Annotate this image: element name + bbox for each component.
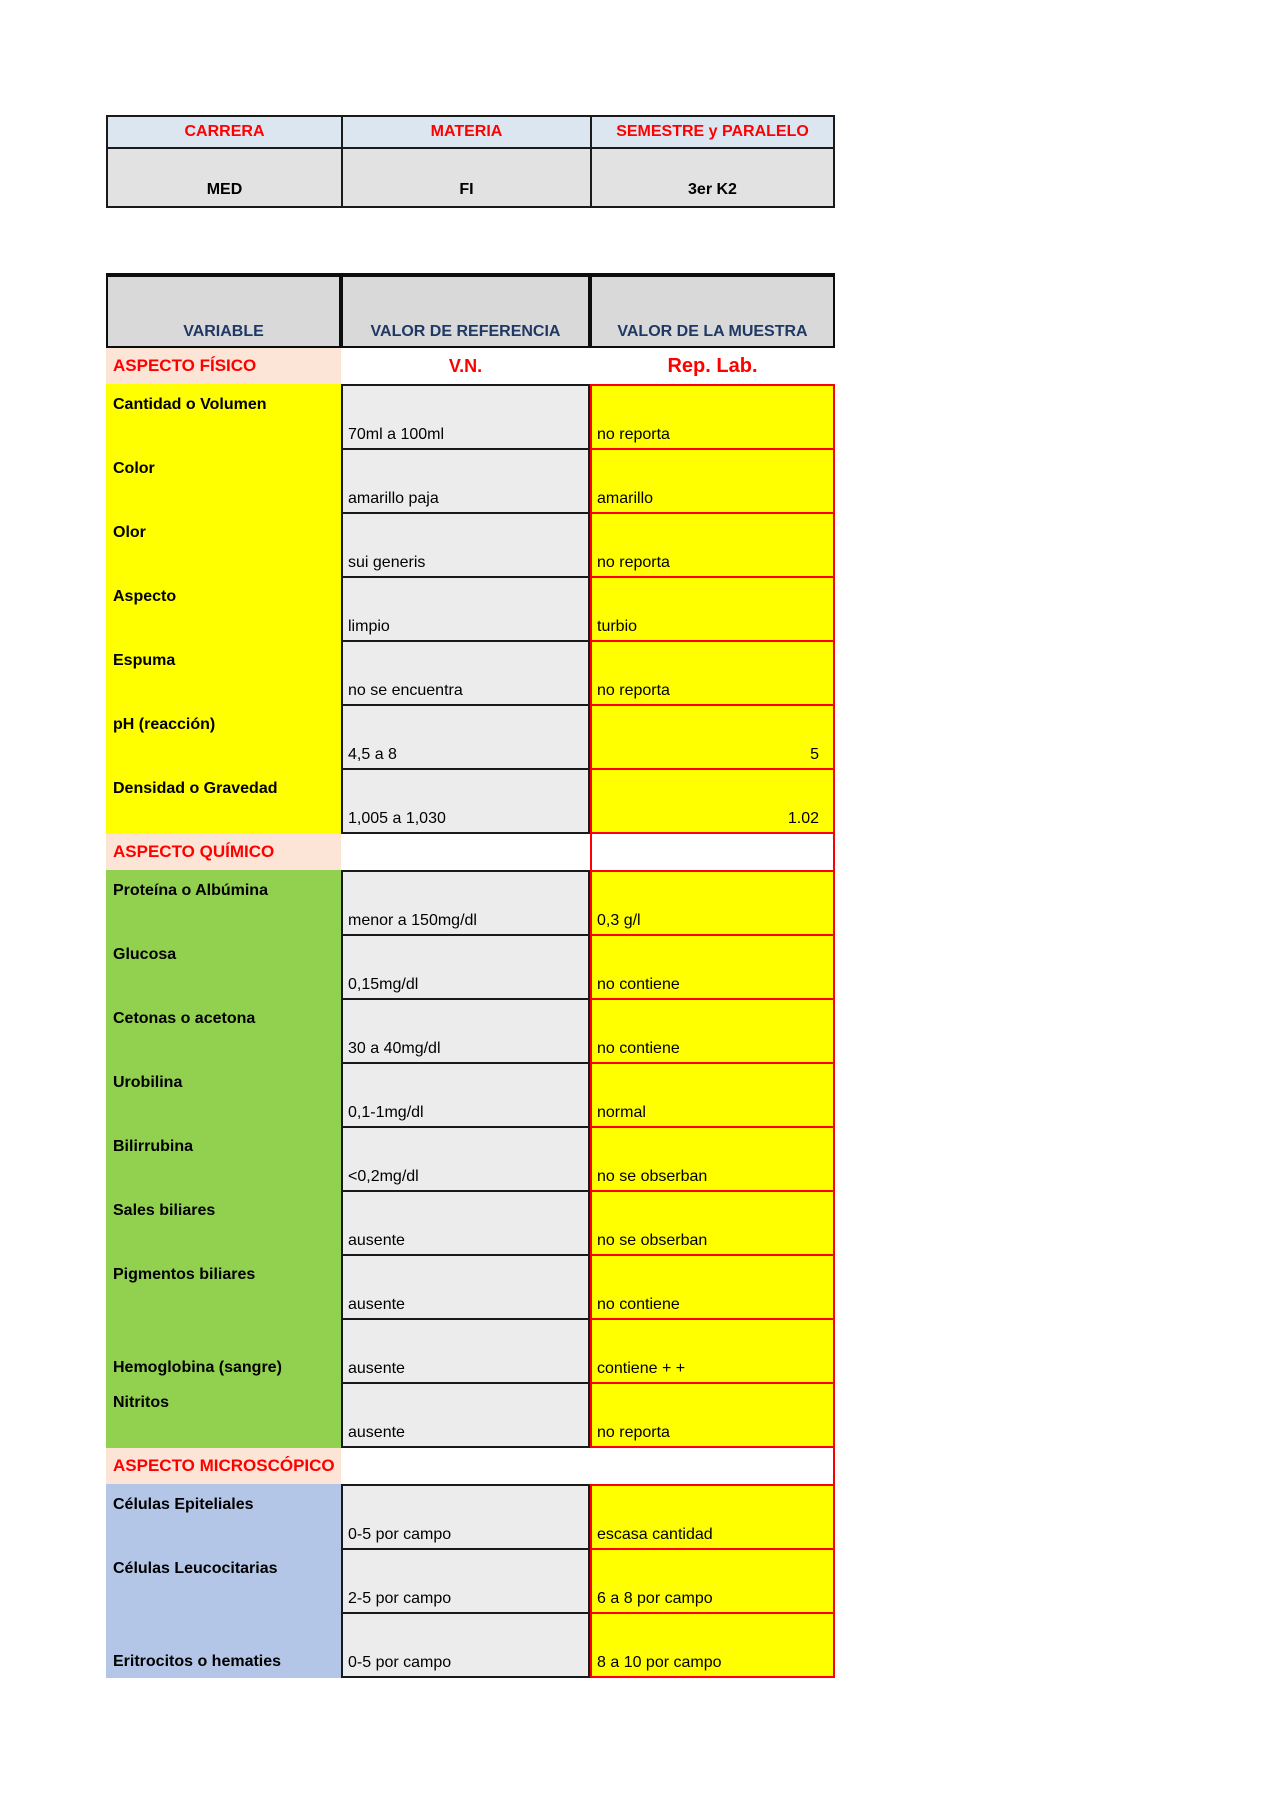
sample-value: no se obserban: [590, 1126, 835, 1192]
reference-value: 0,15mg/dl: [341, 934, 590, 1000]
reference-value: 0-5 por campo: [341, 1484, 590, 1550]
results-table: [106, 273, 835, 1678]
sample-value: 0,3 g/l: [590, 870, 835, 936]
section-ref-spacer: [341, 834, 590, 870]
row-bilirrubina: [106, 1126, 835, 1192]
info-value-materia: FI: [343, 149, 592, 206]
reference-value: no se encuentra: [341, 640, 590, 706]
sample-value: 6 a 8 por campo: [590, 1548, 835, 1614]
row-aspecto: [106, 576, 835, 642]
section-ref-header-vn: V.N.: [341, 348, 590, 384]
sample-value: escasa cantidad: [590, 1484, 835, 1550]
sample-value: no contiene: [590, 934, 835, 1000]
sample-value: no reporta: [590, 1382, 835, 1448]
info-value-carrera: MED: [108, 149, 343, 206]
reference-value: ausente: [341, 1382, 590, 1448]
column-header-variable: VARIABLE: [106, 273, 341, 348]
row-celulas-leucocitarias: [106, 1548, 835, 1614]
reference-value: ausente: [341, 1318, 590, 1384]
variable-label: Densidad o Gravedad: [106, 768, 341, 834]
reference-value: 30 a 40mg/dl: [341, 998, 590, 1064]
variable-label: Cantidad o Volumen: [106, 384, 341, 450]
reference-value: ausente: [341, 1190, 590, 1256]
column-header-muestra: VALOR DE LA MUESTRA: [590, 273, 835, 348]
variable-label: Eritrocitos o hematies: [106, 1612, 341, 1678]
section-label-quimico: ASPECTO QUÍMICO: [106, 834, 341, 870]
sample-value: no se obserban: [590, 1190, 835, 1256]
variable-label: Glucosa: [106, 934, 341, 1000]
sample-value: no reporta: [590, 384, 835, 450]
row-cetonas-o-acetona: [106, 998, 835, 1064]
info-header-materia: MATERIA: [343, 117, 592, 149]
variable-label: Olor: [106, 512, 341, 578]
sample-value: 1.02: [590, 768, 835, 834]
row-urobilina: [106, 1062, 835, 1128]
reference-value: limpio: [341, 576, 590, 642]
info-value-row: [108, 149, 833, 206]
variable-label: Proteína o Albúmina: [106, 870, 341, 936]
variable-label: Células Epiteliales: [106, 1484, 341, 1550]
info-table: [106, 115, 835, 208]
row-proteina-o-albumina: [106, 870, 835, 936]
variable-label: Bilirrubina: [106, 1126, 341, 1192]
row-espuma: [106, 640, 835, 706]
variable-label: Espuma: [106, 640, 341, 706]
variable-label: Urobilina: [106, 1062, 341, 1128]
section-row-aspecto-microscopico: [106, 1448, 835, 1484]
info-header-row: [108, 117, 833, 149]
reference-value: ausente: [341, 1254, 590, 1320]
reference-value: 0,1-1mg/dl: [341, 1062, 590, 1128]
reference-value: 2-5 por campo: [341, 1548, 590, 1614]
row-celulas-epiteliales: [106, 1484, 835, 1550]
reference-value: menor a 150mg/dl: [341, 870, 590, 936]
section-sample-spacer: [590, 834, 835, 870]
variable-label: Nitritos: [106, 1382, 341, 1448]
reference-value: sui generis: [341, 512, 590, 578]
row-olor: [106, 512, 835, 578]
section-label-fisico: ASPECTO FÍSICO: [106, 348, 341, 384]
row-eritrocitos-o-hematies: [106, 1612, 835, 1678]
row-glucosa: [106, 934, 835, 1000]
row-densidad-o-gravedad: [106, 768, 835, 834]
variable-label: Células Leucocitarias: [106, 1548, 341, 1614]
results-header-row: [106, 273, 835, 348]
reference-value: 0-5 por campo: [341, 1612, 590, 1678]
variable-label: Aspecto: [106, 576, 341, 642]
sample-value: 5: [590, 704, 835, 770]
reference-value: 1,005 a 1,030: [341, 768, 590, 834]
section-ref-spacer: [341, 1448, 590, 1484]
sample-value: turbio: [590, 576, 835, 642]
sample-value: contiene + +: [590, 1318, 835, 1384]
variable-label: Sales biliares: [106, 1190, 341, 1256]
row-pigmentos-biliares: [106, 1254, 835, 1320]
variable-label: Hemoglobina (sangre): [106, 1318, 341, 1384]
sample-value: no reporta: [590, 512, 835, 578]
info-header-semestre: SEMESTRE y PARALELO: [592, 117, 833, 149]
info-value-semestre: 3er K2: [592, 149, 833, 206]
row-sales-biliares: [106, 1190, 835, 1256]
row-hemoglobina-sangre: [106, 1318, 835, 1384]
column-header-referencia: VALOR DE REFERENCIA: [341, 273, 590, 348]
section-sample-spacer: [590, 1448, 835, 1484]
variable-label: Cetonas o acetona: [106, 998, 341, 1064]
section-label-microscopico: ASPECTO MICROSCÓPICO: [106, 1448, 341, 1484]
row-ph-reaccion: [106, 704, 835, 770]
variable-label: Color: [106, 448, 341, 514]
reference-value: 70ml a 100ml: [341, 384, 590, 450]
row-nitritos: [106, 1382, 835, 1448]
section-row-aspecto-fisico: [106, 348, 835, 384]
sample-value: normal: [590, 1062, 835, 1128]
reference-value: <0,2mg/dl: [341, 1126, 590, 1192]
row-color: [106, 448, 835, 514]
sample-value: no contiene: [590, 998, 835, 1064]
variable-label: Pigmentos biliares: [106, 1254, 341, 1320]
info-header-carrera: CARRERA: [108, 117, 343, 149]
sample-value: no contiene: [590, 1254, 835, 1320]
sample-value: amarillo: [590, 448, 835, 514]
section-row-aspecto-quimico: [106, 834, 835, 870]
reference-value: amarillo paja: [341, 448, 590, 514]
row-cantidad-o-volumen: [106, 384, 835, 450]
section-sample-header-rep-lab: Rep. Lab.: [590, 348, 835, 384]
variable-label: pH (reacción): [106, 704, 341, 770]
sample-value: no reporta: [590, 640, 835, 706]
reference-value: 4,5 a 8: [341, 704, 590, 770]
sample-value: 8 a 10 por campo: [590, 1612, 835, 1678]
